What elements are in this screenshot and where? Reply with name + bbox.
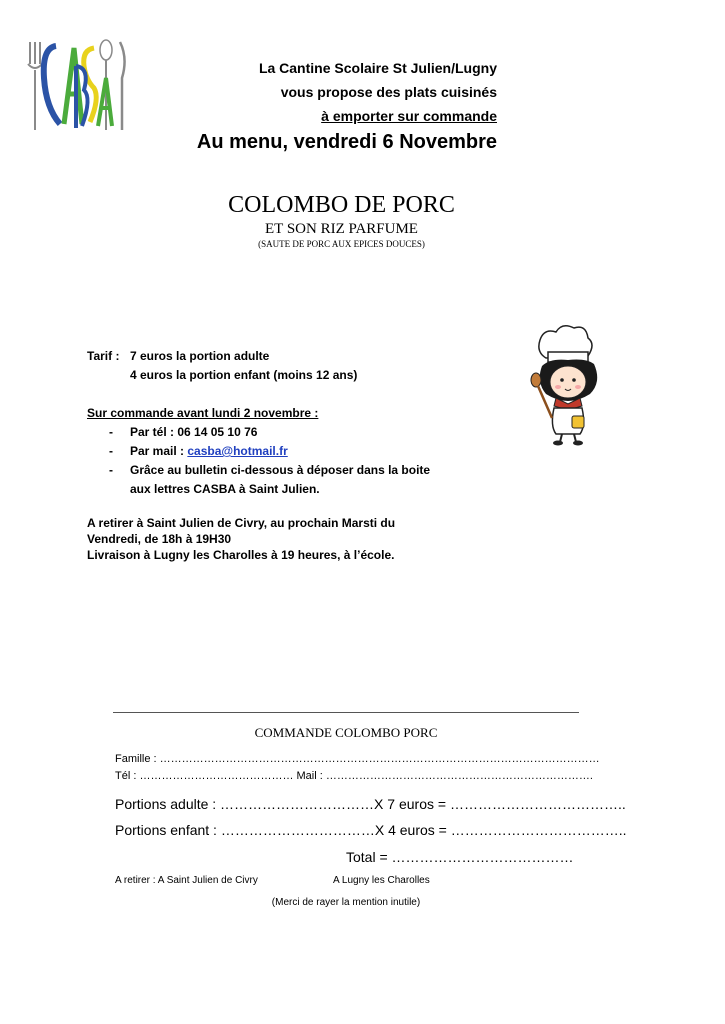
header-line-3: à emporter sur commande <box>321 108 497 124</box>
menu-title: Au menu, vendredi 6 Novembre <box>196 131 497 153</box>
casba-logo <box>20 38 130 134</box>
pickup-line-3: Livraison à Lugny les Charolles à 19 heures, à l’école. <box>87 548 395 562</box>
form-lugny: A Lugny les Charolles <box>333 875 430 886</box>
order-mail-label: Par mail : <box>130 444 188 458</box>
tarif-label: Tarif : <box>87 349 120 363</box>
order-bulletin-line-1: Grâce au bulletin ci-dessous à déposer dans la boite <box>130 463 431 477</box>
form-famille[interactable]: Famille : ………………………………………………………………………………………………………… <box>115 753 600 765</box>
order-bullet-1: - <box>109 425 113 439</box>
order-bullet-2: - <box>109 444 113 458</box>
form-retirer: A retirer : A Saint Julien de Civry <box>115 875 258 886</box>
order-bullet-3: - <box>109 463 113 477</box>
order-heading: Sur commande avant lundi 2 novembre : <box>87 406 319 420</box>
casba-cutlery-logo-icon <box>20 38 130 134</box>
chef-with-spoon-illustration-icon <box>522 322 612 446</box>
form-merci: (Merci de rayer la mention inutile) <box>271 897 421 908</box>
dish-note: (SAUTE DE PORC AUX EPICES DOUCES) <box>258 239 425 249</box>
form-title: COMMANDE COLOMBO PORC <box>254 725 438 740</box>
form-tel-mail[interactable]: Tél : …………………………………… Mail : ………………………………………………………………. <box>115 770 593 782</box>
form-divider <box>113 712 579 713</box>
form-total[interactable]: Total = ………………………………… <box>346 849 574 865</box>
form-portions-child[interactable]: Portions enfant : ……………………………X 4 euros = ……………………………….. <box>115 822 627 838</box>
tarif-child: 4 euros la portion enfant (moins 12 ans) <box>130 368 358 382</box>
header-line-2: vous propose des plats cuisinés <box>280 84 497 100</box>
dish-name: COLOMBO DE PORC <box>228 192 455 218</box>
order-phone: Par tél : 06 14 05 10 76 <box>130 425 258 439</box>
dish-subtitle: ET SON RIZ PARFUME <box>265 221 418 237</box>
tarif-adult: 7 euros la portion adulte <box>130 349 270 363</box>
pickup-line-2: Vendredi, de 18h à 19H30 <box>87 532 232 546</box>
order-mail <box>130 444 288 458</box>
form-portions-adult[interactable]: Portions adulte : ……………………………X 7 euros = ……………………………….. <box>115 796 626 812</box>
pickup-line-1: A retirer à Saint Julien de Civry, au prochain Marsti du <box>87 516 396 530</box>
mail-link[interactable]: casba@hotmail.fr <box>187 444 288 458</box>
order-bulletin-line-2: aux lettres CASBA à Saint Julien. <box>130 482 320 496</box>
chef-illustration <box>522 322 612 446</box>
header-line-1: La Cantine Scolaire St Julien/Lugny <box>258 60 497 76</box>
